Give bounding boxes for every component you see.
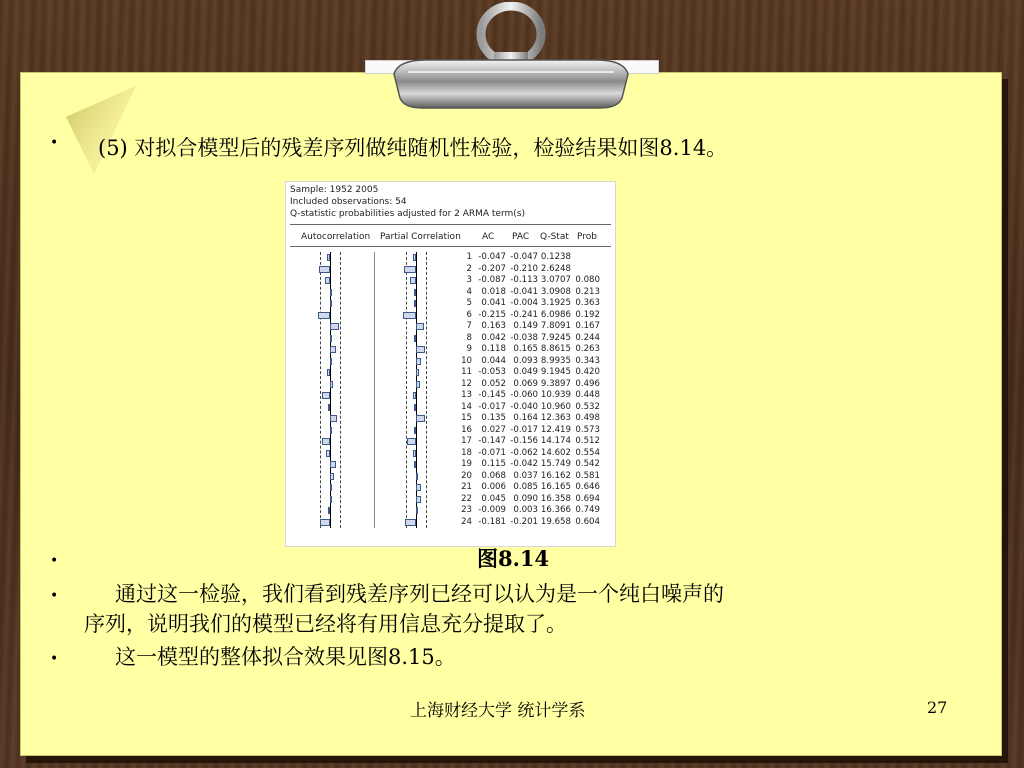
- ac-bar: [326, 450, 330, 457]
- header-autocorrelation: Autocorrelation: [301, 232, 371, 242]
- ac-value: -0.071: [478, 447, 506, 458]
- lag-cell: 4: [466, 286, 472, 297]
- prob-value: 0.263: [575, 344, 600, 354]
- ac-value: -0.009: [478, 505, 506, 515]
- qstat-value: 14.174: [540, 436, 571, 446]
- prob-value: 0.363: [575, 298, 600, 308]
- prob-value: 0.581: [575, 470, 600, 481]
- qstat-value: 7.8091: [540, 321, 571, 331]
- ac-value: 0.006: [481, 482, 506, 492]
- qstat-value: 8.9935: [540, 355, 571, 366]
- ac-bar: [330, 496, 332, 503]
- prob-value: [572, 264, 600, 275]
- pac-value: 0.069: [513, 378, 538, 389]
- pac-bar: [416, 346, 425, 353]
- ac-value: 0.052: [481, 378, 506, 389]
- conclusion-line-1: 通过这一检验，我们看到残差序列已经可以认为是一个纯白噪声的: [115, 582, 724, 606]
- lag-cell: 18: [461, 447, 472, 458]
- ac-bar: [330, 381, 333, 388]
- bullet-marker: •: [50, 553, 59, 569]
- pac-value: -0.201: [510, 516, 538, 527]
- pac-value: -0.038: [510, 332, 538, 343]
- pac-value: -0.156: [510, 436, 538, 446]
- lag-cell: 22: [461, 493, 472, 504]
- pac-bar: [416, 358, 421, 365]
- lag-cell: 21: [461, 482, 472, 492]
- ac-bar: [330, 358, 332, 365]
- ac-bar: [330, 323, 339, 330]
- ac-value: -0.147: [478, 436, 506, 446]
- prob-value: [572, 252, 600, 263]
- pac-bar: [414, 404, 416, 411]
- pac-bar: [416, 415, 425, 422]
- qstat-value: 3.0908: [540, 286, 571, 297]
- lag-cell: 15: [461, 413, 472, 423]
- pac-value: 0.037: [513, 470, 538, 481]
- lag-cell: 17: [461, 436, 472, 446]
- qstat-value: 7.9245: [540, 332, 571, 343]
- conclusion-line-2: 序列，说明我们的模型已经将有用信息充分提取了。: [84, 612, 567, 636]
- pac-bar: [413, 450, 416, 457]
- lag-cell: 14: [461, 401, 472, 412]
- prob-value: 0.694: [575, 493, 600, 504]
- ac-value: -0.181: [478, 516, 506, 527]
- qstat-value: 8.8615: [540, 344, 571, 354]
- pac-bar: [407, 438, 416, 445]
- header-rule-bottom: [290, 246, 611, 247]
- pac-value: -0.040: [510, 401, 538, 412]
- ac-bar: [328, 507, 330, 514]
- sample-range: Sample: 1952 2005: [290, 185, 379, 195]
- ac-value: 0.115: [481, 459, 506, 469]
- header-prob: Prob: [577, 232, 597, 242]
- qstat-value: 16.162: [540, 470, 571, 481]
- prob-value: 0.554: [575, 447, 600, 458]
- prob-value: 0.498: [575, 413, 600, 423]
- pac-value: -0.041: [510, 286, 538, 297]
- qstat-value: 16.165: [540, 482, 571, 492]
- prob-value: 0.646: [575, 482, 600, 492]
- pac-value: -0.062: [510, 447, 538, 458]
- header-pac: PAC: [512, 232, 530, 242]
- ac-bar: [328, 404, 330, 411]
- ac-bar: [330, 289, 332, 296]
- ac-bar: [318, 312, 330, 319]
- header-partial-correlation: Partial Correlation: [380, 232, 461, 242]
- header-qstat: Q-Stat: [540, 232, 569, 242]
- ac-bar: [319, 266, 330, 273]
- ac-value: -0.207: [478, 263, 506, 274]
- prob-value: 0.749: [575, 505, 600, 515]
- ac-value: 0.135: [481, 413, 506, 423]
- qstat-value: 6.0986: [540, 309, 571, 320]
- pac-bar: [414, 427, 416, 434]
- ac-zero-bound-lower: [320, 252, 321, 528]
- qstat-value: 16.358: [540, 493, 571, 504]
- ac-value: -0.017: [478, 401, 506, 412]
- lag-cell: 10: [461, 355, 472, 366]
- prob-value: 0.448: [575, 390, 600, 400]
- lag-cell: 3: [466, 275, 472, 285]
- pac-bar: [405, 519, 416, 526]
- ac-value: 0.027: [481, 424, 506, 435]
- lag-cell: 6: [466, 309, 472, 320]
- pac-value: -0.210: [510, 263, 538, 274]
- qstat-value: 12.419: [540, 424, 571, 435]
- pac-value: 0.093: [513, 355, 538, 366]
- bullet-marker: •: [50, 135, 59, 151]
- prob-value: 0.420: [575, 367, 600, 377]
- ac-bar: [330, 335, 332, 342]
- ac-bar: [330, 415, 337, 422]
- prob-value: 0.192: [575, 309, 600, 320]
- pac-bar: [413, 254, 416, 261]
- lag-cell: 19: [461, 459, 472, 469]
- pac-bar: [416, 323, 424, 330]
- qstat-value: 0.1238: [540, 252, 571, 262]
- pac-value: -0.060: [510, 390, 538, 400]
- qstat-value: 19.658: [540, 516, 571, 527]
- pac-bar: [414, 300, 416, 307]
- header-ac: AC: [482, 232, 495, 242]
- pac-bar: [413, 392, 416, 399]
- qstat-value: 14.602: [540, 447, 571, 458]
- prob-value: 0.512: [575, 436, 600, 446]
- qstat-value: 15.749: [540, 459, 571, 469]
- ac-bar: [330, 461, 336, 468]
- pac-value: 0.164: [513, 413, 538, 423]
- ac-value: 0.042: [481, 332, 506, 343]
- pac-value: -0.017: [510, 424, 538, 435]
- pac-bar: [416, 473, 418, 480]
- page-number: 27: [927, 698, 948, 717]
- prob-value: 0.542: [575, 459, 600, 469]
- prob-value: 0.496: [575, 378, 600, 389]
- qstat-value: 10.960: [540, 401, 571, 412]
- observation-count: Included observations: 54: [290, 197, 407, 207]
- prob-value: 0.213: [575, 286, 600, 297]
- prob-value: 0.343: [575, 355, 600, 366]
- pac-zero-bound-upper: [426, 252, 427, 528]
- ac-zero-bound-upper: [340, 252, 341, 528]
- lag-cell: 8: [466, 332, 472, 343]
- qstat-value: 9.3897: [540, 378, 571, 389]
- ac-bar: [327, 254, 330, 261]
- prob-value: 0.080: [575, 275, 600, 285]
- lag-cell: 9: [466, 344, 472, 354]
- lag-cell: 2: [466, 263, 472, 274]
- ac-bar: [330, 300, 332, 307]
- lag-cell: 16: [461, 424, 472, 435]
- lag-cell: 23: [461, 505, 472, 515]
- lag-cell: 20: [461, 470, 472, 481]
- correlogram-figure: [285, 181, 616, 547]
- pac-bar: [410, 277, 416, 284]
- pac-bar: [403, 312, 416, 319]
- ac-value: -0.087: [478, 275, 506, 285]
- figure-caption: 图8.14: [477, 546, 550, 571]
- prob-value: 0.167: [575, 321, 600, 331]
- intro-text: (5) 对拟合模型后的残差序列做纯随机性检验，检验结果如图8.14。: [98, 136, 728, 160]
- pac-bar: [414, 335, 416, 342]
- prob-value: 0.244: [575, 332, 600, 343]
- ac-value: -0.053: [478, 367, 506, 377]
- ac-bar: [330, 473, 334, 480]
- prob-value: 0.573: [575, 424, 600, 435]
- qstat-note: Q-statistic probabilities adjusted for 2 ARMA term(s): [290, 209, 526, 219]
- pac-bar: [404, 266, 416, 273]
- ac-value: -0.047: [478, 252, 506, 262]
- ac-value: 0.018: [481, 286, 506, 297]
- lag-cell: 5: [466, 298, 472, 308]
- ac-value: 0.044: [481, 355, 506, 366]
- ac-bar: [330, 346, 336, 353]
- pac-value: -0.004: [510, 298, 538, 308]
- qstat-value: 16.366: [540, 505, 571, 515]
- lag-cell: 7: [466, 321, 472, 331]
- lag-cell: 1: [466, 252, 472, 262]
- ac-bar: [330, 484, 332, 491]
- pac-value: -0.113: [510, 275, 538, 285]
- pac-zero-bound-lower: [406, 252, 407, 528]
- qstat-value: 10.939: [540, 390, 571, 400]
- footer-institution: 上海财经大学 统计学系: [410, 701, 586, 721]
- panel-separator: [374, 252, 375, 528]
- bullet-marker: •: [50, 651, 59, 667]
- ac-bar: [330, 427, 332, 434]
- pac-bar: [416, 484, 421, 491]
- ac-value: 0.068: [481, 470, 506, 481]
- ac-bar: [320, 519, 330, 526]
- pac-value: -0.241: [510, 309, 538, 320]
- pac-value: 0.085: [513, 482, 538, 492]
- pac-value: 0.165: [513, 344, 538, 354]
- qstat-value: 2.6248: [540, 263, 571, 274]
- ac-value: 0.041: [481, 298, 506, 308]
- ac-value: 0.045: [481, 493, 506, 504]
- lag-cell: 13: [461, 390, 472, 400]
- pac-value: 0.149: [513, 321, 538, 331]
- bullet-marker: •: [50, 588, 59, 604]
- ac-value: 0.163: [481, 321, 506, 331]
- qstat-value: 3.0707: [540, 275, 571, 285]
- pac-value: 0.049: [513, 367, 538, 377]
- header-rule-top: [290, 224, 611, 225]
- qstat-value: 12.363: [540, 413, 571, 423]
- pac-value: 0.090: [513, 493, 538, 504]
- pac-bar: [416, 496, 421, 503]
- ac-value: -0.215: [478, 309, 506, 320]
- qstat-value: 9.1945: [540, 367, 571, 377]
- pac-value: -0.047: [510, 252, 538, 262]
- fit-effect-text: 这一模型的整体拟合效果见图8.15。: [115, 645, 456, 669]
- pac-bar: [414, 289, 416, 296]
- ac-value: -0.145: [478, 390, 506, 400]
- pac-bar: [416, 507, 418, 514]
- prob-value: 0.604: [575, 516, 600, 527]
- pac-bar: [414, 461, 416, 468]
- pac-bar: [416, 369, 419, 376]
- ac-bar: [325, 277, 330, 284]
- ac-bar: [327, 369, 330, 376]
- pac-bar: [416, 381, 420, 388]
- ac-bar: [322, 392, 330, 399]
- lag-cell: 11: [461, 367, 472, 377]
- ac-value: 0.118: [481, 344, 506, 354]
- qstat-value: 3.1925: [540, 298, 571, 308]
- lag-cell: 12: [461, 378, 472, 389]
- lag-cell: 24: [461, 516, 472, 527]
- pac-value: 0.003: [513, 505, 538, 515]
- ac-bar: [322, 438, 330, 445]
- pac-value: -0.042: [510, 459, 538, 469]
- binder-clip-icon: [386, 2, 636, 112]
- prob-value: 0.532: [575, 401, 600, 412]
